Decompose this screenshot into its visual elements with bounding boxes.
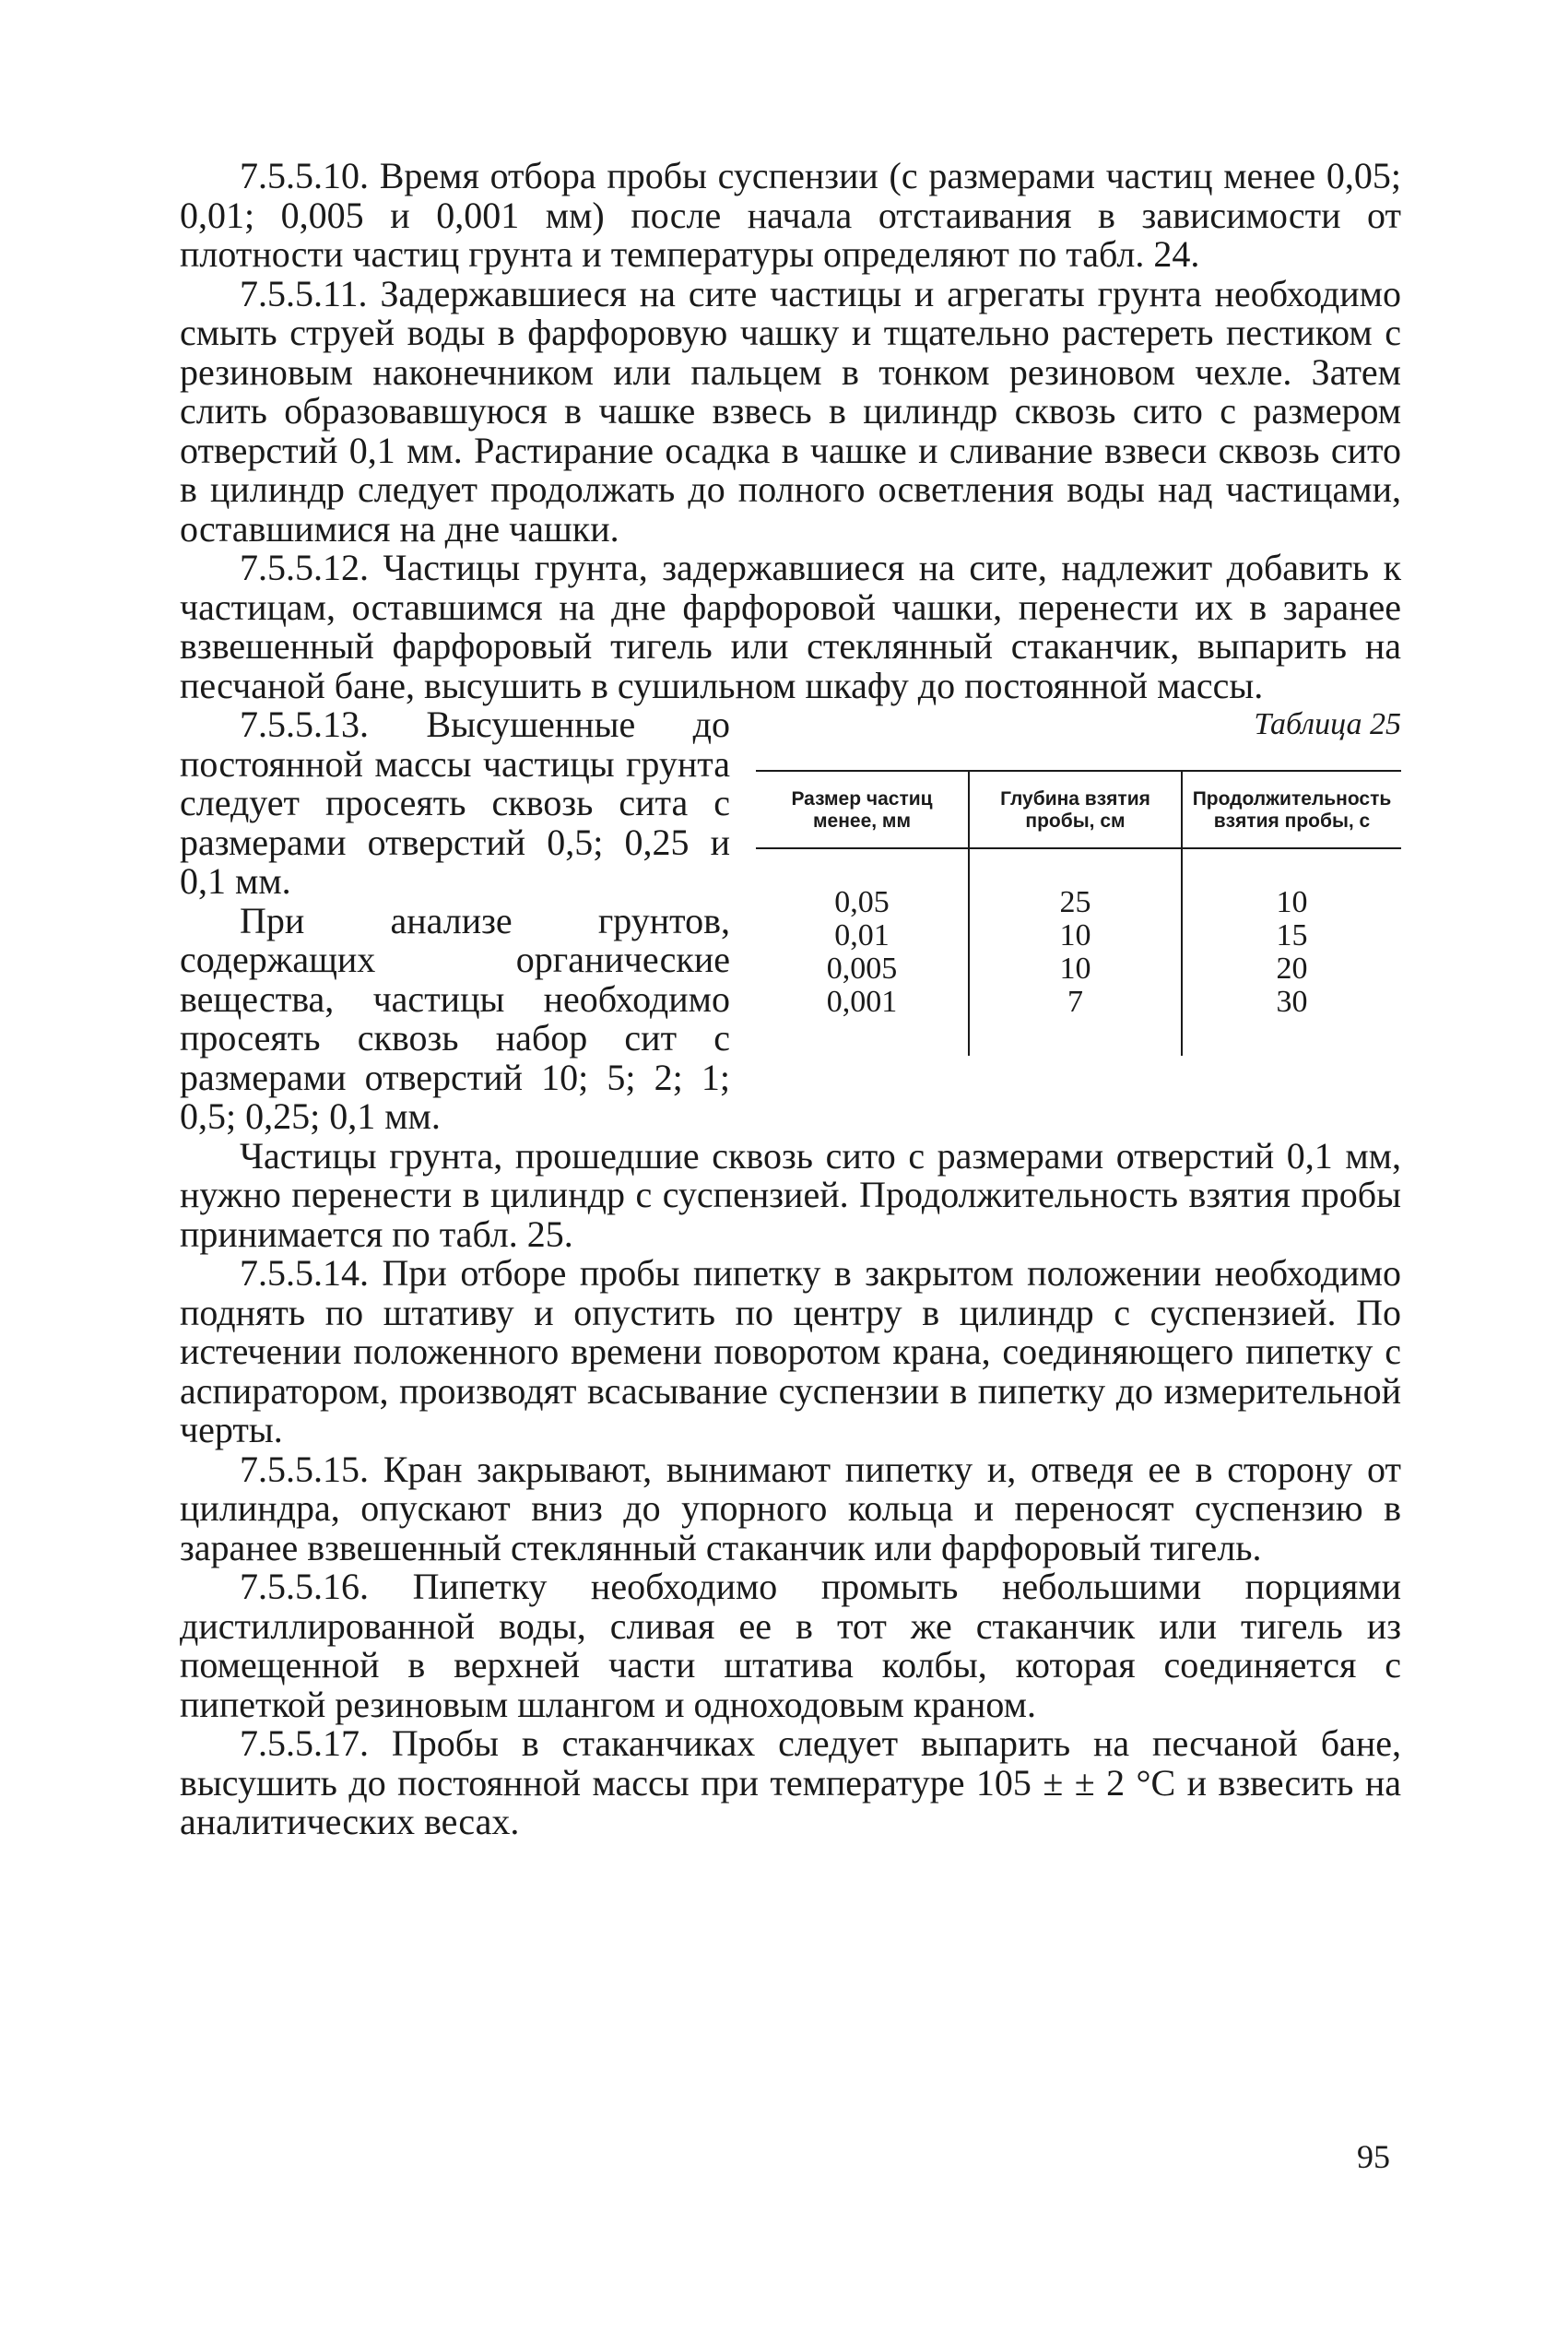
- table-cell: 30: [1182, 986, 1401, 1056]
- paragraph-7-5-5-12: [180, 549, 1401, 705]
- table-25: [756, 705, 1401, 1056]
- table-cell: 0,001: [826, 985, 898, 1019]
- data-table: [756, 770, 1401, 1056]
- page-number: 95: [1357, 2138, 1390, 2175]
- header-sampling-duration: Продолжительность взятия пробы, с: [1182, 771, 1401, 848]
- table-cell: 20: [1182, 952, 1401, 986]
- table-caption: Таблица 25: [1254, 707, 1401, 741]
- table-cell: 0,01: [834, 918, 890, 952]
- table-cell: 10: [969, 919, 1182, 952]
- header-sampling-depth: Глубина взятия пробы, см: [969, 771, 1182, 848]
- paragraph-7-5-5-16: 7.5.5.16. Пипетку необходимо промыть небольшими порциями дистиллированной воды, сливая ее в тот же стаканчик или тигель из помещенной в верхней части штатива колбы, которая соединяется с пипеткой резиновым шлангом и одноходовым краном.: [180, 1566, 1401, 1725]
- paragraph-7-5-5-17: 7.5.5.17. Пробы в стаканчиках следует выпарить на песчаной бане, высушить до постоянной массы при температуре 105 ± ± 2 °С и взвесить на аналитических весах.: [180, 1722, 1401, 1842]
- table-row: [756, 919, 1401, 952]
- paragraph-7-5-5-14: 7.5.5.14. При отборе пробы пипетку в закрытом положении необходимо поднять по штативу и опустить по центру в цилиндр с суспензией. По истечении положенного времени поворотом крана, соединяющего пипетку с аспиратором, производят всасывание суспензии в пипетку до измерительной черты.: [180, 1252, 1401, 1450]
- table-wrap-section: [180, 549, 1401, 1137]
- header-particle-size: Размер частиц менее, мм: [756, 771, 969, 848]
- paragraph-transfer-particles: Частицы грунта, прошедшие сквозь сито с размерами отверстий 0,1 мм, нужно перенести в цилиндр с суспензией. Продолжительность взятия пробы принимается по табл. 25.: [180, 1134, 1401, 1255]
- table-cell: 25: [969, 848, 1182, 919]
- document-page: [180, 157, 1401, 1842]
- table-row: [756, 952, 1401, 986]
- table-cell: 10: [1182, 848, 1401, 919]
- paragraph-organic-soils: При анализе грунтов, содержащих органические вещества, частицы необходимо просеять сквозь набор сит с размерами отверстий 10; 5; 2; 1; 0,5; 0,25; 0,1 мм.: [180, 899, 730, 1137]
- table-cell: 0,005: [826, 952, 898, 986]
- table-cell: 7: [969, 986, 1182, 1056]
- paragraph-7-5-5-15: 7.5.5.15. Кран закрывают, вынимают пипетку и, отведя ее в сторону от цилиндра, опускают вниз до упорного кольца и переносят суспензию в заранее взвешенный стеклянный стаканчик или фарфоровый тигель.: [180, 1448, 1401, 1568]
- table-header-row: [756, 771, 1401, 848]
- paragraph-7-5-5-11: 7.5.5.11. Задержавшиеся на сите частицы и агрегаты грунта необходимо смыть струей воды в фарфоровую чашку и тщательно растереть пестиком с резиновым наконечником или пальцем в тонком резиновом чехле. Затем слить образовавшуюся в чашке взвесь в цилиндр сквозь сито с размером отверстий 0,1 мм. Растирание осадка в чашке и сливание взвеси сквозь сито в цилиндр следует продолжать до полного осветления воды над частицами, оставшимися на дне чашки.: [180, 272, 1401, 550]
- table-cell: 0,05: [834, 885, 890, 919]
- paragraph-7-5-5-12-text: 7.5.5.12. Частицы грунта, задержавшиеся на сите, надлежит добавить к частицам, оставшимся на дне фарфоровой чашки, перенести их в заранее взвешенный фарфоровый тигель или стеклянный стаканчик, выпарить на песчаной бане, высушить в сушильном шкафу до постоянной массы.: [180, 547, 1401, 706]
- table-cell: 15: [1182, 919, 1401, 952]
- table-cell: 10: [969, 952, 1182, 986]
- paragraph-7-5-5-13: 7.5.5.13. Высушенные до постоянной массы частицы грунта следует просеять сквозь сита с размерами отверстий 0,5; 0,25 и 0,1 мм.: [180, 704, 730, 902]
- paragraph-7-5-5-10: 7.5.5.10. Время отбора пробы суспензии (с размерами частиц менее 0,05; 0,01; 0,005 и 0,001 мм) после начала отстаивания в зависимости от плотности частиц грунта и температуры определяют по табл. 24.: [180, 155, 1401, 275]
- table-row: [756, 848, 1401, 919]
- table-row: [756, 986, 1401, 1056]
